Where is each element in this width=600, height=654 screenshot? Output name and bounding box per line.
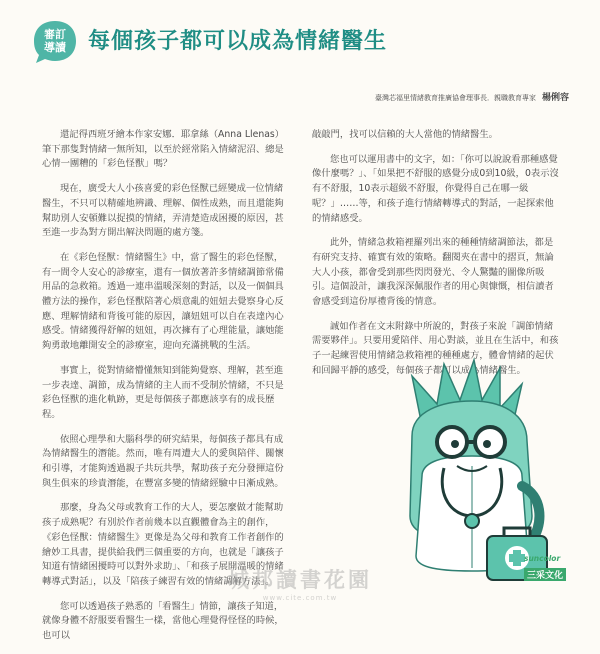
- review-badge: [31, 18, 79, 66]
- paragraph: 誠如作者在文末附錄中所說的，對孩子來說「調節情緒需要夥伴」。只要用愛陪伴、用心對談，並且在生活中，和孩子一起練習使用情緒急救箱裡的種種處方，體會情緒的起伏和回歸平靜的感受，每個孩子都可以成為情緒醫生。: [312, 320, 559, 376]
- paragraph: 事實上，從對情緒懵懂無知到能夠覺察、理解，甚至進一步表達、調節，成為情緒的主人而不受制於情緒，不只是彩色怪獸的進化軌跡，更是每個孩子都應該享有的成長歷程。: [42, 364, 284, 420]
- paragraph: 敲敲門，找可以信賴的大人當他的情緒醫生。: [312, 129, 498, 140]
- publisher-logo-chinese: 三采文化: [524, 568, 566, 581]
- paragraph: 現在，廣受大人小孩喜愛的彩色怪獸已經變成一位情緒醫生，不只可以精確地辨識、理解、個性成熟，而且還能夠幫助別人安頓難以捉摸的情緒，弄清楚造成困擾的原因，甚至進一步為對方開出解決問題的處方箋。: [42, 183, 284, 239]
- author-line: [375, 90, 569, 103]
- paragraph: 此外，情緒急救箱裡羅列出來的種種情緒調節法，都是有研究支持、確實有效的策略。翻閱夾在書中的摺頁，無論大人小孩，都會受到那些閃閃發光、令人驚豔的圖像所吸引。這個設計，讓我深深佩服作者的用心與慷慨，相信讀者會感受到這份厚禮背後的情意。: [312, 237, 554, 308]
- paragraph: 那麼，身為父母或教育工作的大人，要怎麼做才能幫助孩子成熟呢？有別於作者前幾本以直觀體會為主的創作，《彩色怪獸：情緒醫生》更像是為父母和教育工作者創作的繪妙工具書，提供給我們三個重要的方向，也就是「讓孩子知道有情緒困擾時可以對外求助」、「和孩子展開溫暖的情緒轉導式對話」，以及「陪孩子練習有效的情緒調解方法」。: [42, 502, 284, 587]
- watermark-url: www.cite.com.tw: [262, 594, 338, 602]
- paragraph: 您也可以運用書中的文字，如：「你可以說說看那種感覺像什麼嗎？」、「如果把不舒服的感覺分成0到10級，0表示沒有不舒服，10表示超級不舒服，你覺得自己在哪一級呢？」……等，和孩子進行情緒轉導式的對話，一起探索他的情緒感受。: [312, 153, 559, 224]
- color-monster-doctor-illustration: [382, 356, 552, 586]
- publisher-logo: [524, 554, 570, 582]
- badge-line-1: 審訂: [44, 28, 66, 41]
- paragraph: 在《彩色怪獸：情緒醫生》中，當了醫生的彩色怪獸，有一間令人安心的診療室，還有一個放著許多情緒調節常備用品的急救箱。透過一連串溫暖深刻的對話，以及一個個具體方法的操作，彩色怪獸陪著心煩意亂的妞妞去覺察身心反應、理解情緒和背後可能的原因，讓妞妞可以自在表達內心感受。情緒獲得舒解的妞妞，再次擁有了心理能量，讓她能夠勇敢地離開安全的診療室，迎向充滿挑戰的生活。: [42, 251, 284, 352]
- badge-line-2: 導讀: [44, 41, 66, 54]
- paragraph: 依照心理學和大腦科學的研究結果，每個孩子都具有成為情緒醫生的潛能。然而，唯有周遭大人的愛與陪伴、關懷和引導，才能夠透過親子共玩共學，幫助孩子充分發揮這份與生俱來的珍貴潛能，在豐富多變的情緒經驗中日漸成熟。: [42, 433, 284, 489]
- paragraph: 還記得西班牙繪本作家安娜．耶拿絲（Anna Llenas）筆下那隻對情緒一無所知，以至於經常陷入情緒泥沼、總是心情一團糟的「彩色怪獸」嗎？: [42, 129, 285, 170]
- watermark-title: 城邦讀書花園: [228, 568, 372, 592]
- watermark: [200, 564, 400, 602]
- page-title: 每個孩子都可以成為情緒醫生: [88, 29, 388, 54]
- author-name: 楊俐容: [541, 93, 569, 103]
- paragraph: 您可以透過孩子熟悉的「看醫生」情節，讓孩子知道，就像身體不舒服要看醫生一樣，當他心理覺得怪怪的時候，也可以: [42, 600, 284, 642]
- right-column: [312, 128, 562, 389]
- publisher-logo-latin: suncolor: [524, 554, 561, 563]
- author-affiliation: 臺灣芯福里情緒教育推廣協會理事長．親職教育專家: [374, 94, 536, 102]
